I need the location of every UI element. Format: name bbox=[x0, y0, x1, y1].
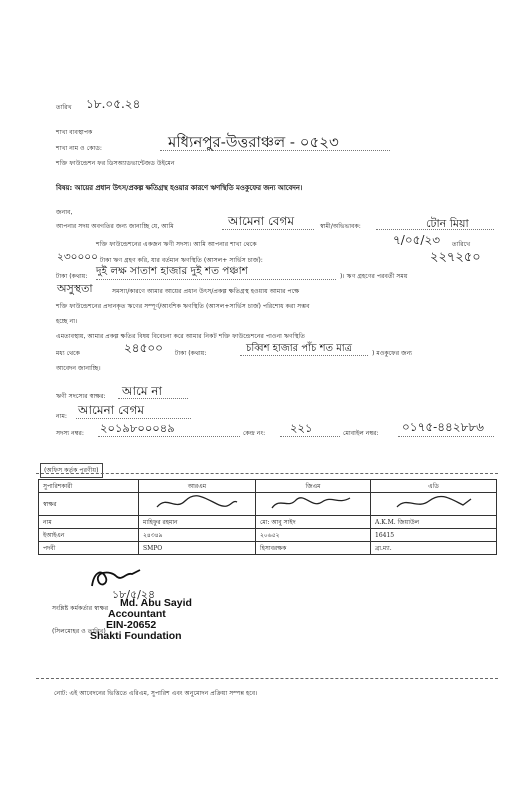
para1-t2: স্বামী/অভিভাবক: bbox=[320, 223, 361, 230]
row-label: ইআইএন bbox=[39, 529, 139, 542]
table-row bbox=[39, 529, 497, 542]
table-header-row bbox=[39, 480, 497, 493]
loan-date-hw: ৭/০৫/২৩ bbox=[393, 233, 441, 247]
waive-amount-hw: ২৪৫০০ bbox=[124, 341, 163, 355]
para1-t9: শক্তি ফাউন্ডেশনের প্রদানকৃত ঋণের সম্পূর্ণ/আংশিক ঋণস্থিতি (আসল+সার্ভিস চার্জ) পরিশোধ করা সম্ভব bbox=[56, 303, 310, 310]
para1-t5: টাকা ঋণ গ্রহণ করি, যার বর্তমান ঋণস্থিতি (আসল+ সার্ভিস চার্জ): bbox=[100, 257, 263, 264]
para1-t6: টাকা (কথায়: bbox=[56, 273, 88, 280]
header-cell: সুপারিশকারী bbox=[39, 480, 139, 493]
balance-words-hw: দুই লক্ষ সাতাশ হাজার দুই শত পঞ্চাশ bbox=[96, 265, 248, 277]
member-no-label: সদস্য নম্বর: bbox=[56, 430, 85, 437]
guardian-underline bbox=[376, 229, 494, 230]
header-cell: এডি bbox=[371, 480, 497, 493]
para1-t4: তারিখে bbox=[452, 241, 471, 248]
gm-designation: হিসাবরক্ষক bbox=[256, 542, 371, 555]
officer-stamp bbox=[70, 598, 192, 642]
signature-gm bbox=[260, 493, 360, 513]
rm-name: মাহিফুর রহমান bbox=[139, 516, 256, 529]
branch-value: মধ্যিনপুর-উত্তরাঞ্চল - ০৫২৩ bbox=[168, 133, 339, 151]
para2-t1: এমতাবস্থায়, আমার প্রকল্প ক্ষতির বিষয় বিবেচনা করে আমার নিকট শক্তি ফাউন্ডেশনের পাওনা ঋণস্থিতি bbox=[56, 333, 306, 340]
table-row bbox=[39, 516, 497, 529]
address-line1: শাখা ব্যবস্থাপক bbox=[56, 129, 93, 136]
applicant-name-underline bbox=[222, 229, 314, 230]
para2-t4: ) মওকুফের জন্য bbox=[372, 350, 413, 357]
center-underline bbox=[280, 436, 340, 437]
center-label: কেন্দ্র নং: bbox=[243, 430, 266, 437]
stamp-title: Accountant bbox=[108, 608, 166, 620]
center-hw: ২২১ bbox=[290, 421, 313, 435]
para1-t3: শক্তি ফাউন্ডেশনের একজন ঋণী সদস্য। আমি আপনার শাখা থেকে bbox=[96, 241, 257, 248]
para2-t3: টাকা (কথায়: bbox=[175, 350, 207, 357]
member-no-hw: ২০১৯৮০০০৪৯ bbox=[100, 421, 175, 435]
signature-cell bbox=[371, 493, 497, 516]
balance-hw: ২২৭২৫০ bbox=[430, 250, 481, 265]
para1-t8: সমস্যা/কারণে আমার আয়ের প্রধান উৎস/প্রকল্প ক্ষতিগ্রস্থ হওয়ায় আমার পক্ষে bbox=[112, 288, 300, 295]
branch-underline bbox=[160, 150, 390, 151]
para1-t7: )। ঋণ গ্রহণের পরবর্তী সময় bbox=[340, 273, 408, 280]
rm-designation: SMPO bbox=[139, 542, 256, 555]
gm-ein: ২০৬৫২ bbox=[256, 529, 371, 542]
waive-words-underline bbox=[240, 355, 368, 356]
stamp-ein: EIN-20652 bbox=[106, 619, 157, 631]
member-sign-underline bbox=[118, 398, 188, 399]
signature-cell bbox=[256, 493, 371, 516]
officer-label2: (সিলমোহর ও তারিখ) bbox=[52, 628, 106, 635]
signature-rm bbox=[143, 493, 243, 513]
signature-ad bbox=[375, 493, 485, 513]
mobile-hw: ০১৭৫-৪৪২৮৮৬ bbox=[402, 420, 484, 434]
signature-cell bbox=[139, 493, 256, 516]
stamp-name: Md. Abu Sayid bbox=[120, 597, 192, 609]
officer-sign-date: ১৮/৫/২৪ bbox=[112, 588, 156, 601]
address-line3: শক্তি ফাউন্ডেশন ফর ডিসঅ্যাডভান্টেজড উইমেন bbox=[56, 160, 175, 167]
approval-table bbox=[38, 479, 497, 555]
note-divider bbox=[36, 678, 498, 679]
subject: বিষয়: আয়ের প্রধান উৎস/প্রকল্প ক্ষতিগ্রস্থ হওয়ার কারণে ঋণস্থিতি মওকুফের জন্য আবেদন। bbox=[56, 184, 303, 192]
member-name-label: নাম: bbox=[56, 413, 68, 420]
row-label: স্বাক্ষর bbox=[39, 493, 139, 516]
footer-note: নোট: এই আবেদনের ভিত্তিতে এরিএম, সুপারিশ এবং অনুমোদন প্রক্রিয়া সম্পন্ন হবে। bbox=[54, 690, 258, 697]
row-label: নাম bbox=[39, 516, 139, 529]
office-use-label: (অফিস কর্তৃক পূরণীয়) bbox=[40, 463, 103, 478]
waive-words-hw: চব্বিশ হাজার পাঁচ শত মাত্র bbox=[246, 343, 353, 354]
table-row bbox=[39, 493, 497, 516]
row-label: পদবী bbox=[39, 542, 139, 555]
officer-label1: সংশ্লিষ্ট কর্মকর্তার স্বাক্ষর bbox=[52, 605, 109, 612]
stamp-org: Shakti Foundation bbox=[90, 630, 182, 642]
para2-t2: মধ্য থেকে bbox=[56, 350, 80, 357]
member-sign-hw: আমে না bbox=[122, 384, 162, 398]
para2-t5: আবেদন জানাচ্ছি। bbox=[56, 365, 101, 372]
member-name-hw: আমেনা বেগম bbox=[78, 403, 145, 417]
date-label: তারিখ bbox=[56, 104, 72, 111]
para1-t1: আপনার সদয় অবগতির জন্য জানাচ্ছি যে, আমি bbox=[56, 223, 174, 230]
ad-designation: ব্রা.ম্যা. bbox=[371, 542, 497, 555]
ad-ein: 16415 bbox=[371, 529, 497, 542]
branch-label: শাখা নাম ও কোড: bbox=[56, 145, 102, 152]
rm-ein: ২৪৩৪৯ bbox=[139, 529, 256, 542]
member-no-underline bbox=[98, 436, 240, 437]
ad-name: A.K.M. জিয়াউল bbox=[371, 516, 497, 529]
mobile-underline bbox=[398, 436, 494, 437]
header-cell: আরএম bbox=[139, 480, 256, 493]
member-sign-label: ঋণী সদস্যের স্বাক্ষর: bbox=[56, 393, 106, 400]
table-row bbox=[39, 542, 497, 555]
balance-words-underline bbox=[96, 279, 336, 280]
date-value: ১৮.০৫.২৪ bbox=[86, 97, 141, 111]
guardian-hw: টোন মিয়া bbox=[426, 217, 469, 230]
gm-name: মো: আবু সাইদ bbox=[256, 516, 371, 529]
salutation: জনাব, bbox=[56, 209, 73, 216]
header-cell: জিএম bbox=[256, 480, 371, 493]
para1-t10: হচ্ছে না। bbox=[56, 318, 78, 325]
applicant-name-hw: আমেনা বেগম bbox=[228, 214, 295, 228]
office-use-divider bbox=[36, 473, 498, 474]
mobile-label: মোবাইল নম্বর: bbox=[343, 430, 379, 437]
reason-hw: অসুস্থতা bbox=[57, 282, 93, 295]
loan-amount-hw: ২৩০০০০ bbox=[57, 251, 98, 263]
member-name-underline bbox=[76, 418, 191, 419]
